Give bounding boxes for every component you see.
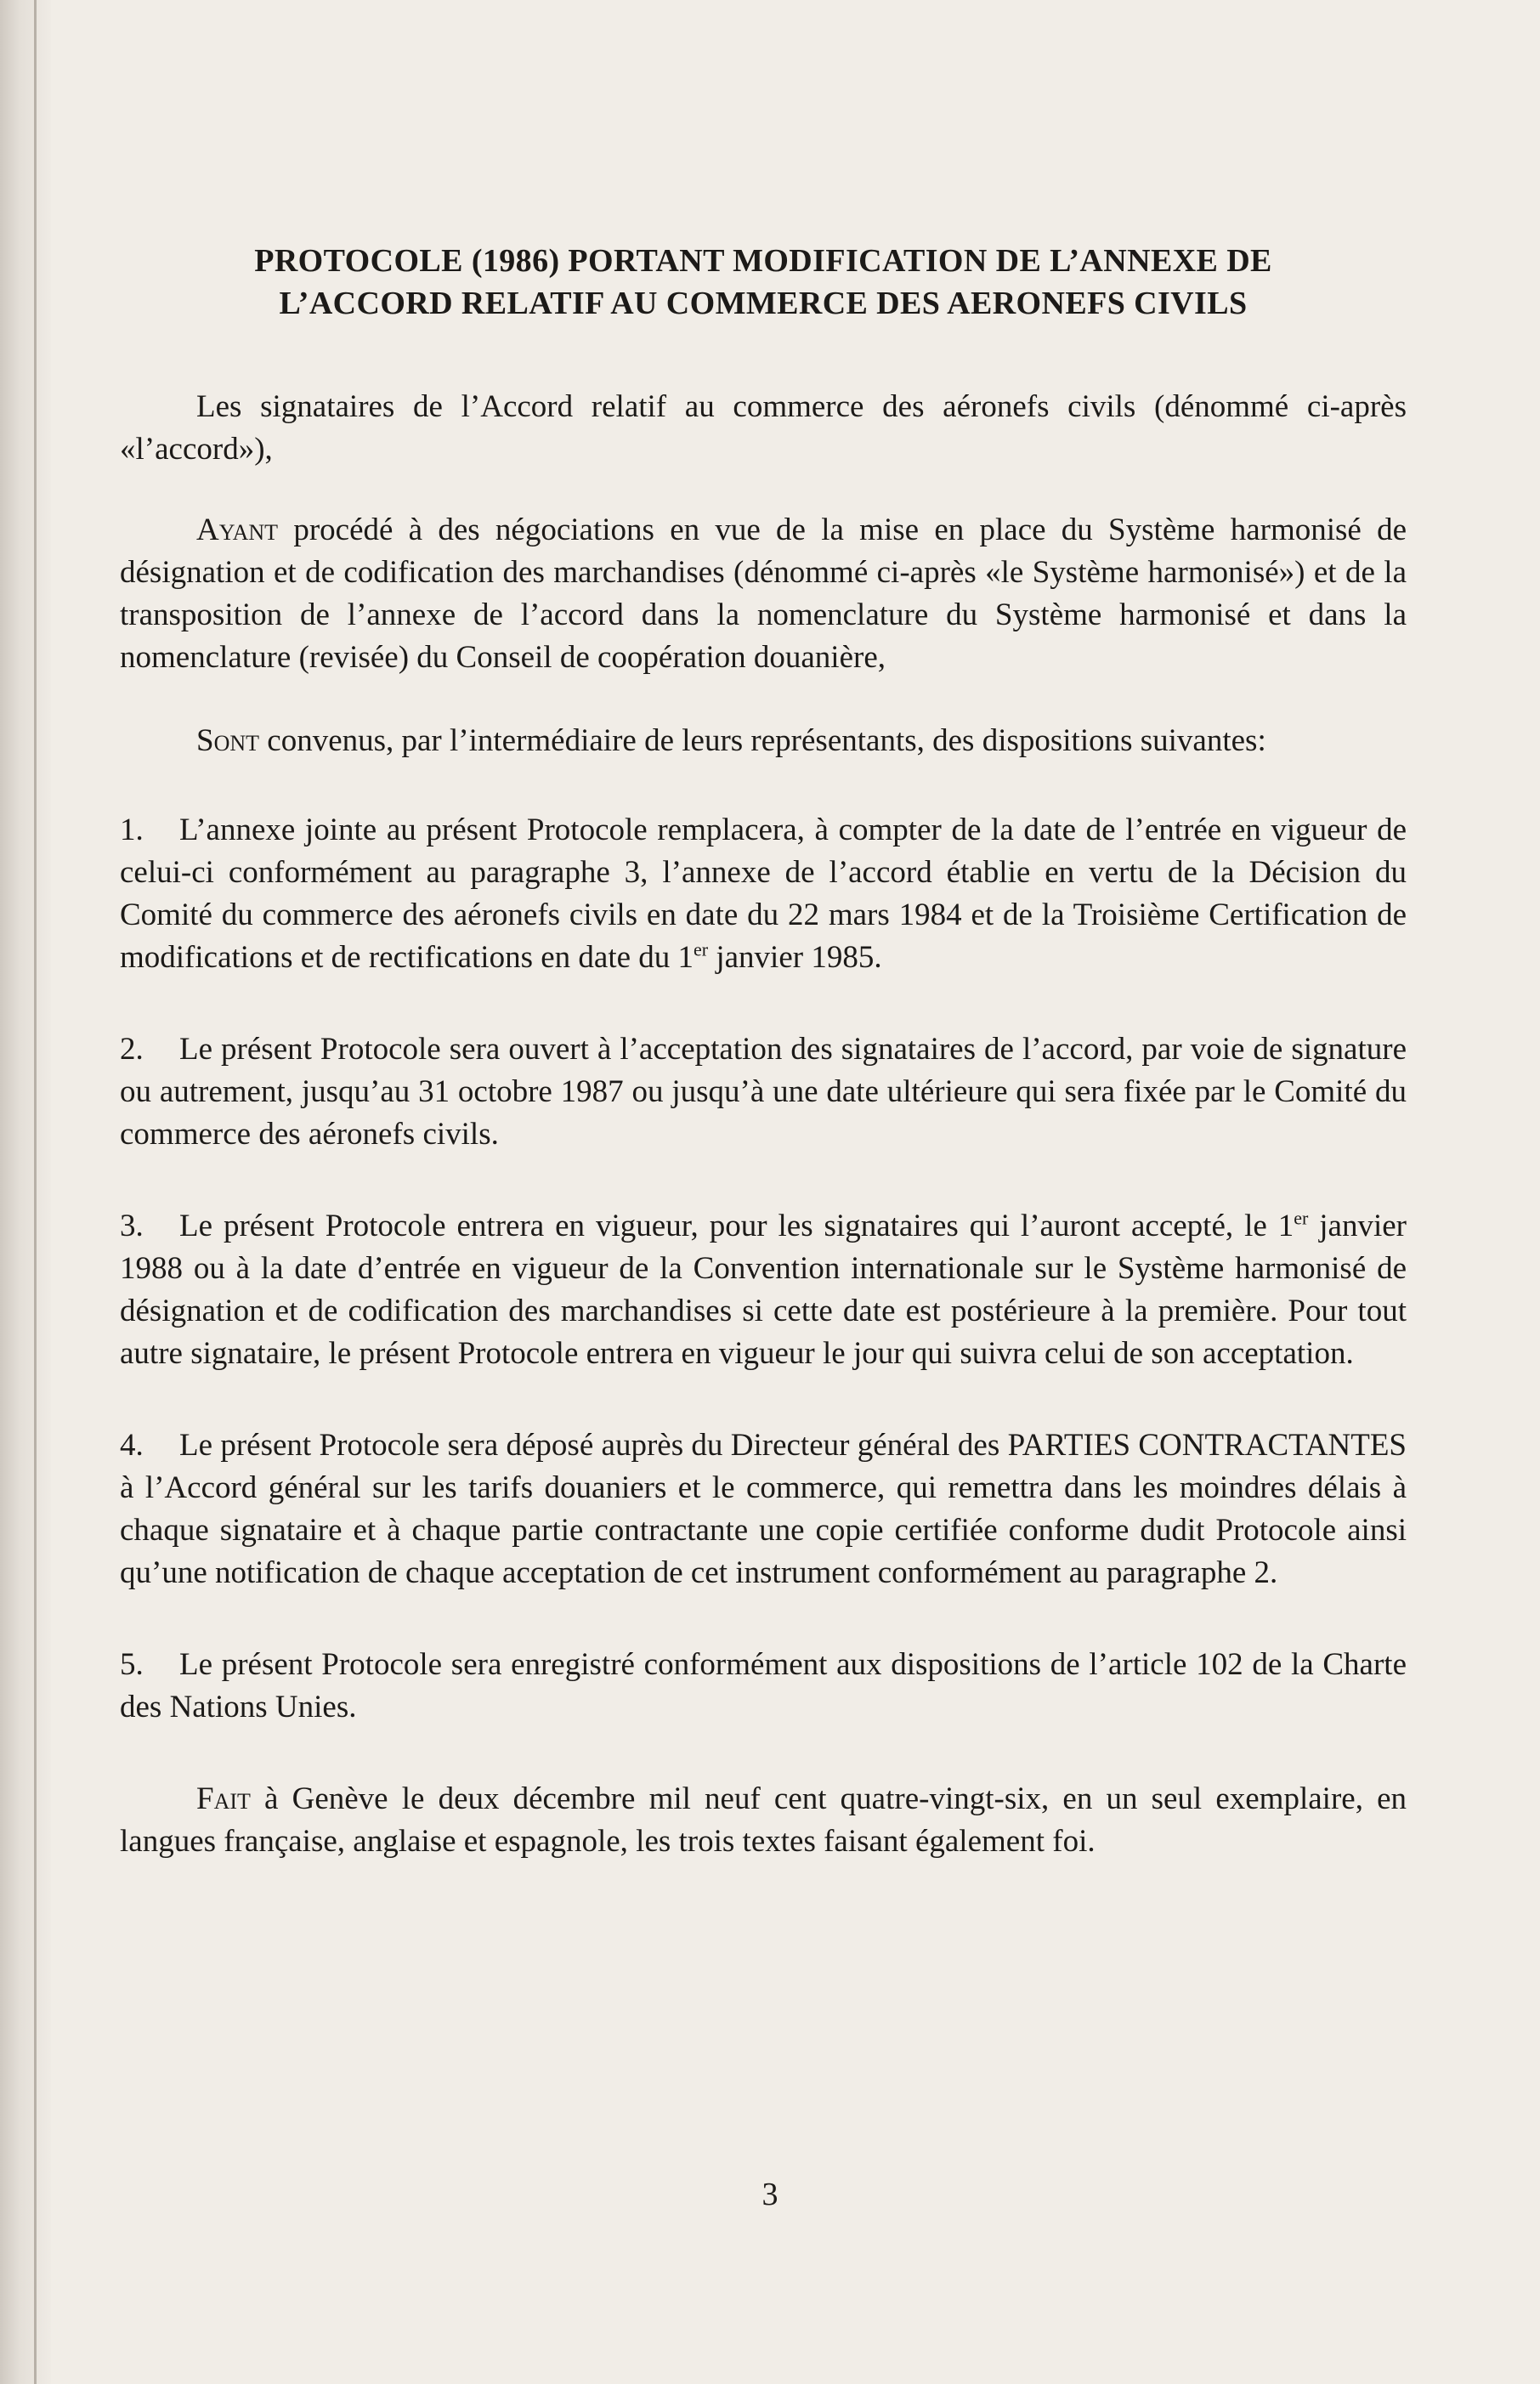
article-2 <box>120 1028 1407 1156</box>
ayant-word: Ayant <box>196 512 279 547</box>
ayant-text: procédé à des négociations en vue de la mise en place du Système harmonisé de désignation et de codification des marchandises (dénommé ci-après «le Système harmonisé») et de la transposition de l’annexe de l’accord dans la nomenclature du Système harmonisé et dans la nomenclature (revisée) du Conseil de coopération douanière, <box>120 512 1407 675</box>
article-number: 2. <box>120 1032 144 1067</box>
article-text: Le présent Protocole sera ouvert à l’acceptation des signataires de l’accord, par voie de signature ou autrement, jusqu’au 31 octobre 1987 ou jusqu’à une date ultérieure qui sera fixée par le Comité du commerce des aéronefs civils. <box>120 1032 1407 1152</box>
title-line-1: PROTOCOLE (1986) PORTANT MODIFICATION DE L’ANNEXE DE <box>254 243 1272 279</box>
article-1 <box>120 809 1407 979</box>
fait-paragraph <box>120 1778 1407 1863</box>
article-3 <box>120 1205 1407 1375</box>
article-text: Le présent Protocole entrera en vigueur, pour les signataires qui l’auront accepté, le 1 <box>179 1209 1294 1243</box>
sont-text: convenus, par l’intermédiaire de leurs représentants, des dispositions suivantes: <box>267 723 1266 758</box>
sont-paragraph <box>120 720 1407 762</box>
book-spine-shadow <box>0 0 51 2384</box>
fait-word: Fait <box>196 1781 251 1816</box>
ayant-paragraph <box>120 509 1407 679</box>
fait-text: à Genève le deux décembre mil neuf cent quatre-vingt-six, en un seul exemplaire, en langues française, anglaise et espagnole, les trois textes faisant également foi. <box>120 1781 1407 1859</box>
title-line-2: L’ACCORD RELATIF AU COMMERCE DES AERONEFS CIVILS <box>279 286 1248 321</box>
sont-word: Sont <box>196 723 260 758</box>
article-text-end: janvier 1988 ou à la date d’entrée en vigueur de la Convention internationale sur le Système harmonisé de désignation et de codification des marchandises si cette date est postérieure à la première. Pour tout autre signataire, le présent Protocole entrera en vigueur le jour qui suivra celui de son acceptation. <box>120 1209 1407 1371</box>
article-number: 1. <box>120 813 144 847</box>
article-number: 4. <box>120 1428 144 1463</box>
article-4 <box>120 1424 1407 1594</box>
article-number: 5. <box>120 1647 144 1682</box>
document-title <box>120 240 1407 325</box>
article-text: Le présent Protocole sera enregistré conformément aux dispositions de l’article 102 de la Charte des Nations Unies. <box>120 1647 1407 1724</box>
article-text-end: janvier 1985. <box>708 940 882 975</box>
article-5 <box>120 1644 1407 1729</box>
article-text: L’annexe jointe au présent Protocole remplacera, à compter de la date de l’entrée en vigueur de celui-ci conformément au paragraphe 3, l’annexe de l’accord établie en vertu de la Décision du Comité du commerce des aéronefs civils en date du 22 mars 1984 et de la Troisième Certification de modifications et de rectifications en date du 1 <box>120 813 1407 975</box>
page-number: 3 <box>762 2177 778 2212</box>
page-content <box>120 240 1407 1863</box>
superscript: er <box>1294 1207 1309 1229</box>
binding-edge-line <box>34 0 37 2384</box>
intro-paragraph: Les signataires de l’Accord relatif au commerce des aéronefs civils (dénommé ci-après «l’accord»), <box>120 389 1407 467</box>
article-number: 3. <box>120 1209 144 1243</box>
superscript: er <box>694 938 709 960</box>
article-text: Le présent Protocole sera déposé auprès du Directeur général des PARTIES CONTRACTANTES à l’Accord général sur les tarifs douaniers et le commerce, qui remettra dans les moindres délais à chaque signataire et à chaque partie contractante une copie certifiée conforme dudit Protocole ainsi qu’une notification de chaque acceptation de cet instrument conformément au paragraphe 2. <box>120 1428 1407 1590</box>
